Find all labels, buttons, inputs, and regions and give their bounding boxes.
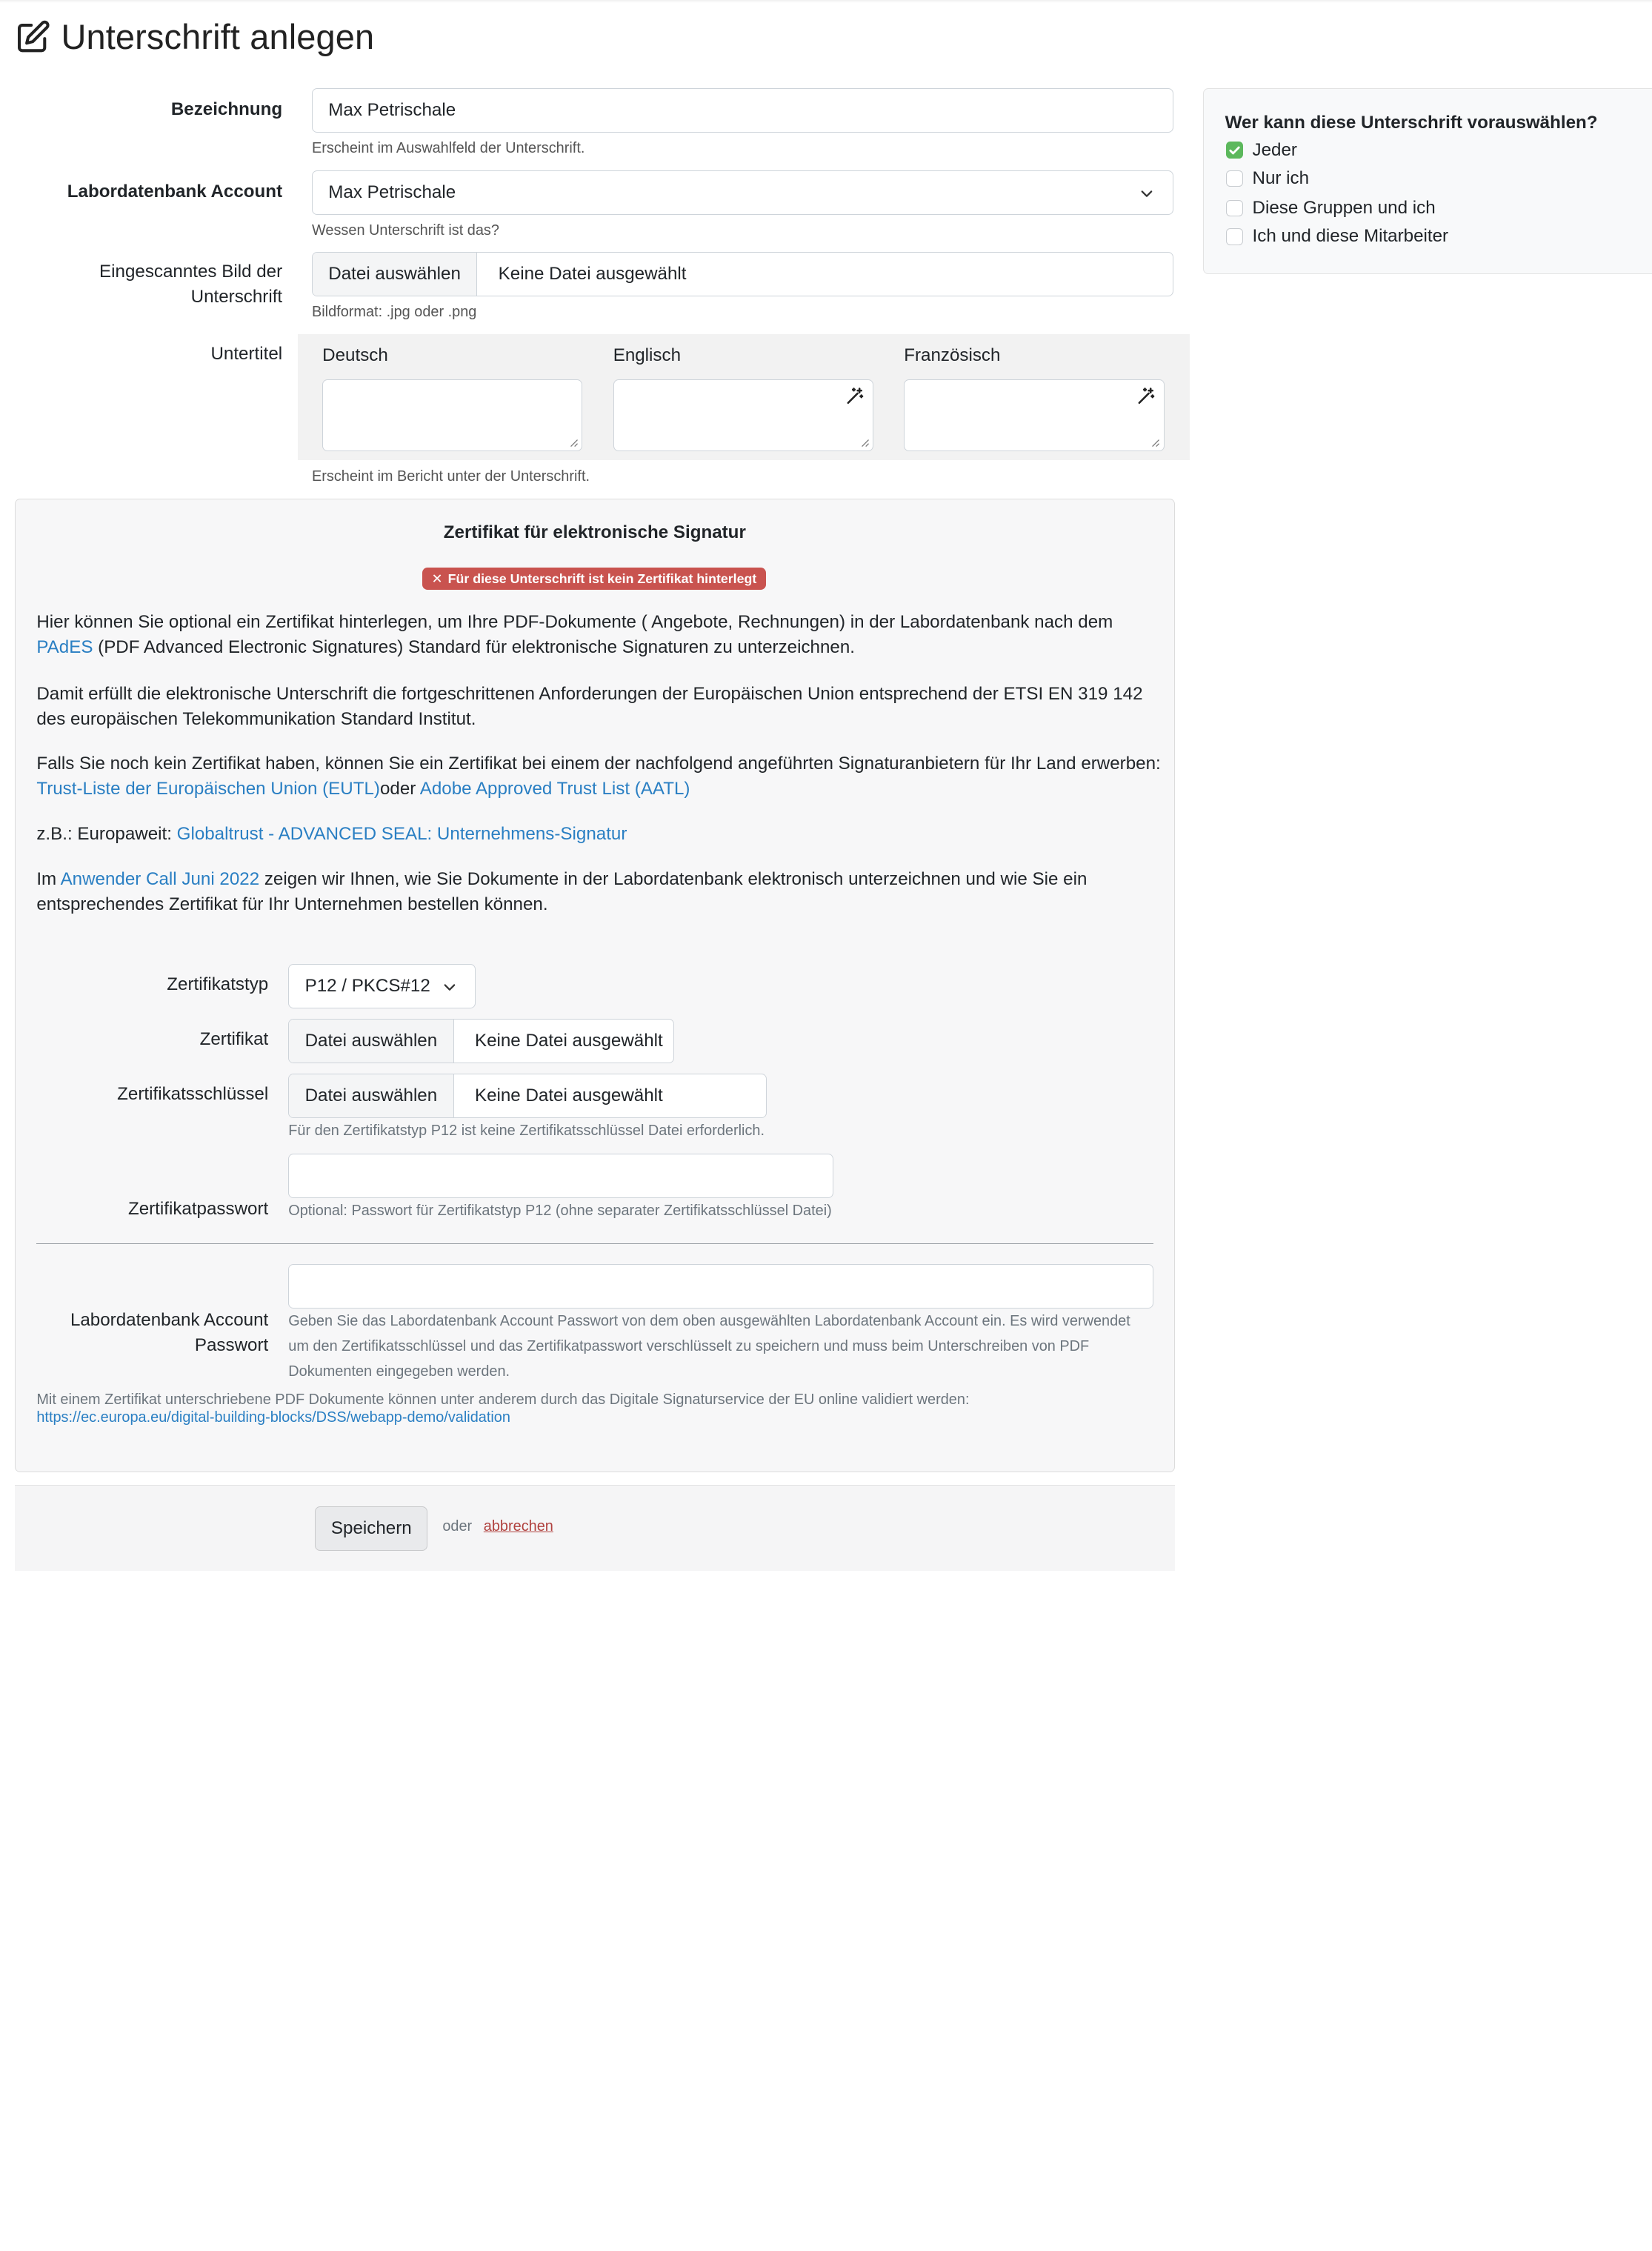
or-text: oder [442, 1517, 473, 1535]
providers-paragraph [36, 751, 1164, 802]
bezeichnung-input[interactable] [312, 88, 1173, 133]
account-passwort-input[interactable] [288, 1264, 1153, 1309]
account-passwort-label-line1: Labordatenbank Account [70, 1309, 269, 1330]
account-help: Wessen Unterschrift ist das? [311, 222, 499, 239]
call-text-cont: zeigen wir Ihnen, wie Sie Dokumente in der Labordatenbank elektronisch unterzeichnen und wie Sie ein entsprechendes Zertifikat für Ihr Unternehmen bestellen können. [36, 869, 1088, 915]
preselect-heading: Wer kann diese Unterschrift vorauswählen? [1225, 112, 1598, 133]
account-passwort-label [36, 1308, 268, 1358]
option-label: Diese Gruppen und ich [1252, 197, 1436, 218]
zertifikatpasswort-input[interactable] [288, 1154, 833, 1198]
save-button[interactable]: Speichern [315, 1506, 427, 1551]
example-paragraph [36, 822, 1164, 847]
bezeichnung-help: Erscheint im Auswahlfeld der Unterschrift. [311, 140, 585, 157]
bild-file-button[interactable]: Datei auswählen [313, 253, 477, 296]
zertifikat-label: Zertifikat [199, 1029, 269, 1050]
zertifikatstyp-label: Zertifikatstyp [167, 974, 269, 995]
bezeichnung-label: Bezeichnung [170, 99, 283, 119]
bild-help: Bildformat: .jpg oder .png [311, 303, 477, 320]
bild-file-input[interactable] [312, 252, 1173, 296]
form-footer [15, 1485, 1175, 1572]
page-title-text: Unterschrift anlegen [61, 17, 375, 56]
zertifikat-file-input[interactable] [288, 1019, 674, 1063]
zertifikatpasswort-label: Zertifikatpasswort [127, 1199, 269, 1220]
option-mitarbeiter[interactable] [1226, 226, 1448, 247]
checkbox[interactable] [1226, 228, 1243, 245]
checkbox[interactable] [1226, 200, 1243, 217]
zertifikat-file-status: Keine Datei ausgewählt [474, 1030, 663, 1051]
untertitel-de-textarea[interactable] [322, 379, 582, 451]
chevron-down-icon [1139, 186, 1154, 201]
close-icon: ✕ [431, 571, 443, 586]
globaltrust-link[interactable]: Globaltrust - ADVANCED SEAL: Unternehmens-Signatur [176, 823, 627, 844]
pades-link[interactable]: PAdES [36, 637, 93, 658]
schluessel-file-input[interactable] [288, 1074, 767, 1118]
untertitel-label: Untertitel [210, 343, 283, 364]
intro-text-cont: (PDF Advanced Electronic Signatures) Standard für elektronische Signaturen zu unterzeichnen. [93, 637, 855, 658]
cancel-link[interactable]: abbrechen [483, 1517, 553, 1535]
option-label: Jeder [1252, 139, 1297, 160]
zertifikatstyp-value: P12 / PKCS#12 [304, 975, 430, 996]
magic-wand-icon[interactable] [845, 387, 865, 406]
call-paragraph [36, 867, 1164, 917]
providers-text: Falls Sie noch kein Zertifikat haben, können Sie ein Zertifikat bei einem der nachfolgend angeführten Signaturanbietern für Ihr Land erwerben: [36, 753, 1161, 774]
page-title [15, 17, 374, 57]
schluessel-file-status: Keine Datei ausgewählt [474, 1085, 663, 1105]
aatl-link[interactable]: Adobe Approved Trust List (AATL) [419, 778, 690, 799]
account-select-value: Max Petrischale [328, 182, 456, 203]
option-label: Ich und diese Mitarbeiter [1252, 226, 1449, 247]
validation-link[interactable]: https://ec.europa.eu/digital-building-blocks/DSS/webapp-demo/validation [36, 1409, 510, 1426]
zertifikatstyp-select[interactable] [288, 964, 476, 1008]
example-text: z.B.: Europaweit: [36, 823, 177, 844]
call-text: Im [36, 869, 61, 890]
account-passwort-help: Geben Sie das Labordatenbank Account Passwort von dem oben ausgewählten Labordatenbank Account ein. Es wird verwendet um den Zertifikatsschlüssel und das Zertifikatpasswort verschlüsselt zu speichern und muss beim Unterschreiben von PDF Dokumenten eingegeben werden. [288, 1312, 1130, 1380]
untertitel-help: Erscheint im Bericht unter der Unterschrift. [311, 468, 590, 485]
validation-text: Mit einem Zertifikat unterschriebene PDF Dokumente können unter anderem durch das Digitale Signaturservice der EU online validiert werden: [36, 1391, 970, 1408]
resize-grip-icon[interactable] [1150, 438, 1160, 448]
untertitel-fr-textarea[interactable] [904, 379, 1164, 451]
resize-grip-icon[interactable] [860, 438, 870, 448]
bild-file-status: Keine Datei ausgewählt [498, 263, 687, 284]
bild-label-line1: Eingescanntes Bild der [99, 261, 283, 282]
untertitel-en-textarea[interactable] [613, 379, 873, 451]
checkbox[interactable] [1226, 170, 1243, 187]
option-nur-ich[interactable] [1226, 168, 1309, 189]
divider [36, 1243, 1153, 1244]
preselect-panel [1203, 88, 1652, 273]
untertitel-group [298, 334, 1189, 461]
eutl-link[interactable]: Trust-Liste der Europäischen Union (EUTL) [36, 778, 380, 799]
resize-grip-icon[interactable] [569, 438, 579, 448]
top-border [0, 0, 1652, 3]
account-label: Labordatenbank Account [67, 181, 283, 202]
zertifikat-file-button[interactable]: Datei auswählen [289, 1020, 453, 1063]
bild-label-line2: Unterschrift [190, 286, 283, 307]
magic-wand-icon[interactable] [1136, 387, 1156, 406]
chevron-down-icon [442, 980, 457, 994]
no-certificate-badge [422, 568, 766, 590]
edit-icon [15, 19, 50, 55]
intro-text: Hier können Sie optional ein Zertifikat hinterlegen, um Ihre PDF-Dokumente ( Angebote, Rechnungen) in der Labordatenbank nach dem [36, 612, 1113, 633]
anwender-call-link[interactable]: Anwender Call Juni 2022 [60, 869, 260, 890]
checkbox-checked[interactable] [1226, 142, 1243, 159]
schluessel-file-button[interactable]: Datei auswählen [289, 1074, 453, 1117]
option-jeder[interactable] [1226, 140, 1297, 161]
account-select[interactable] [312, 170, 1173, 215]
certificate-title: Zertifikat für elektronische Signatur [443, 522, 746, 542]
option-label: Nur ich [1252, 168, 1310, 189]
schluessel-help: Für den Zertifikatstyp P12 ist keine Zertifikatsschlüssel Datei erforderlich. [288, 1122, 765, 1139]
account-passwort-label-line2: Passwort [194, 1334, 269, 1355]
providers-or: oder [379, 778, 420, 799]
lang-label-fr: Französisch [904, 345, 1001, 366]
lang-label-en: Englisch [613, 345, 682, 366]
badge-text: Für diese Unterschrift ist kein Zertifikat hinterlegt [447, 571, 757, 586]
intro-paragraph [36, 610, 1164, 660]
bild-label [63, 259, 282, 310]
check-icon [1228, 144, 1241, 156]
certificate-panel [15, 499, 1175, 1472]
schluessel-label: Zertifikatsschlüssel [117, 1084, 269, 1105]
zertifikatpasswort-help: Optional: Passwort für Zertifikatstyp P12 (ohne separater Zertifikatsschlüssel Datei) [288, 1202, 832, 1219]
bezeichnung-value: Max Petrischale [328, 100, 456, 121]
option-gruppen[interactable] [1226, 198, 1436, 219]
lang-label-de: Deutsch [322, 345, 388, 366]
etsi-paragraph: Damit erfüllt die elektronische Unterschrift die fortgeschrittenen Anforderungen der Europäischen Union entsprechend der ETSI EN 319 142 des europäischen Telekommunikation Standard Institut. [36, 683, 1143, 729]
validation-footnote [36, 1391, 1153, 1426]
